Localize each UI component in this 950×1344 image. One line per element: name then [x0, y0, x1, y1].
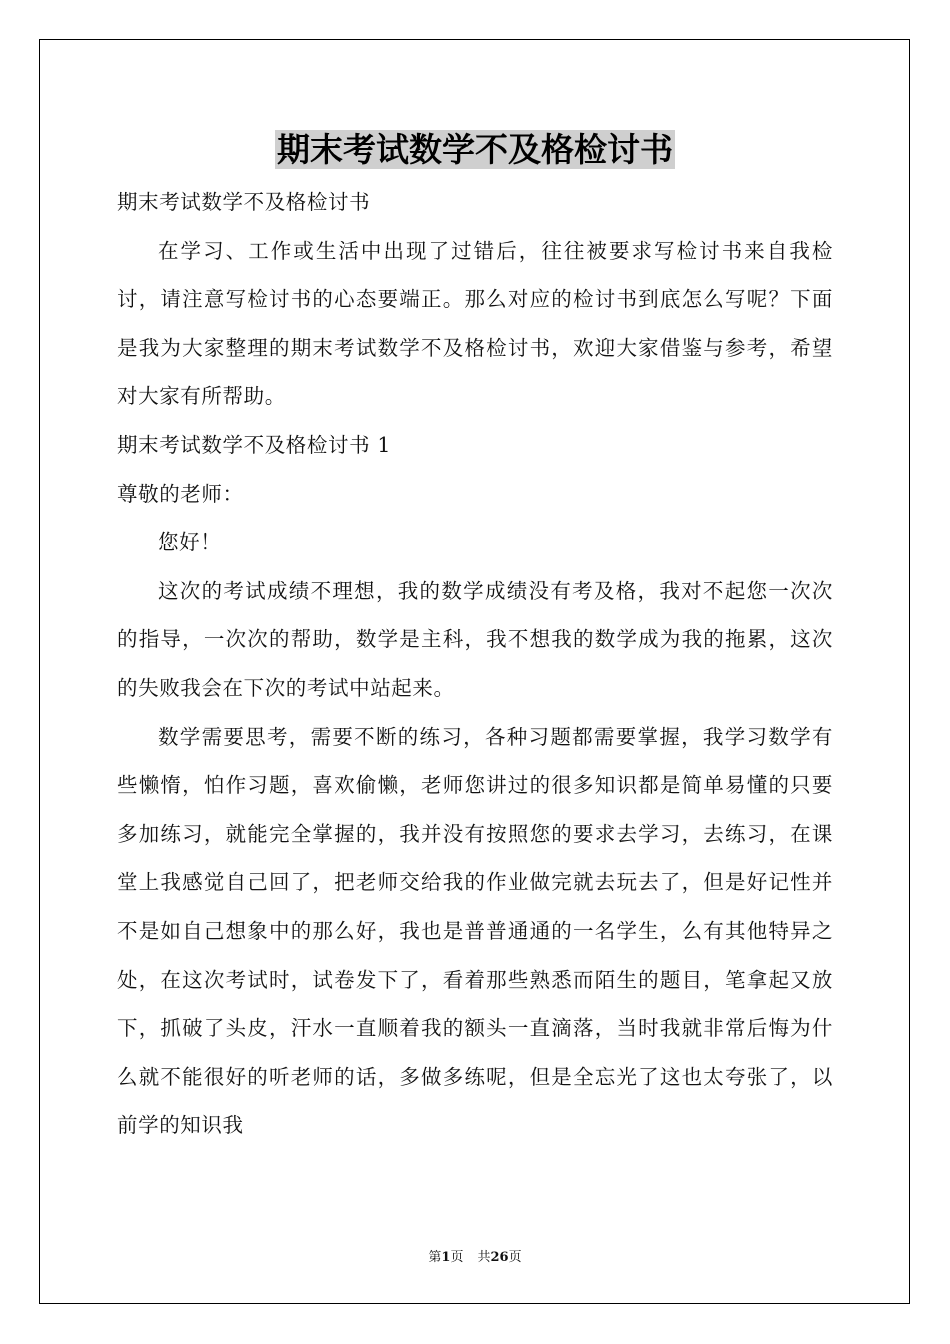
document-title: [117, 128, 833, 172]
body-paragraph: 期末考试数学不及格检讨书: [117, 190, 371, 214]
total-prefix: 共: [477, 1250, 491, 1265]
page-prefix: 第: [428, 1250, 442, 1265]
section-heading: 期末考试数学不及格检讨书 1: [117, 432, 391, 457]
page-suffix: 页: [450, 1250, 464, 1265]
greeting: 您好！: [158, 530, 222, 555]
total-suffix: 页: [508, 1250, 522, 1265]
body-paragraph: 这次的考试成绩不理想，我的数学成绩没有考及格，我对不起您一次次的指导，一次次的帮助，数学是主科，我不想我的数学成为我的拖累，这次的失败我会在下次的考试中站起来。: [117, 578, 833, 700]
page-number: 1: [441, 1250, 451, 1265]
page-footer: [0, 1246, 950, 1265]
document-title-text: 期末考试数学不及格检讨书: [277, 130, 673, 169]
body-paragraph: 数学需要思考，需要不断的练习，各种习题都需要掌握，我学习数学有些懒惰，怕作习题，喜欢偷懒，老师您讲过的很多知识都是简单易懂的只要多加练习，就能完全掌握的，我并没有按照您的要求去学习，去练习，在课堂上我感觉自己回了，把老师交给我的作业做完就去玩去了，但是好记性并不是如自己想象中的那么好，我也是普普通通的一名学生，么有其他特异之处，在这次考试时，试卷发下了，看着那些熟悉而陌生的题目，笔拿起又放下，抓破了头皮，汗水一直顺着我的额头一直滴落，当时我就非常后悔为什么就不能很好的听老师的话，多做多练呢，但是全忘光了这也太夸张了，以前学的知识我: [117, 724, 833, 1138]
body-paragraph: 在学习、工作或生活中出现了过错后，往往被要求写检讨书来自我检讨，请注意写检讨书的心态要端正。那么对应的检讨书到底怎么写呢？下面是我为大家整理的期末考试数学不及格检讨书，欢迎大家借鉴与参考，希望对大家有所帮助。: [117, 238, 833, 409]
salutation: 尊敬的老师：: [117, 481, 244, 506]
total-pages: 26: [490, 1250, 509, 1265]
document-body: [117, 178, 833, 1150]
